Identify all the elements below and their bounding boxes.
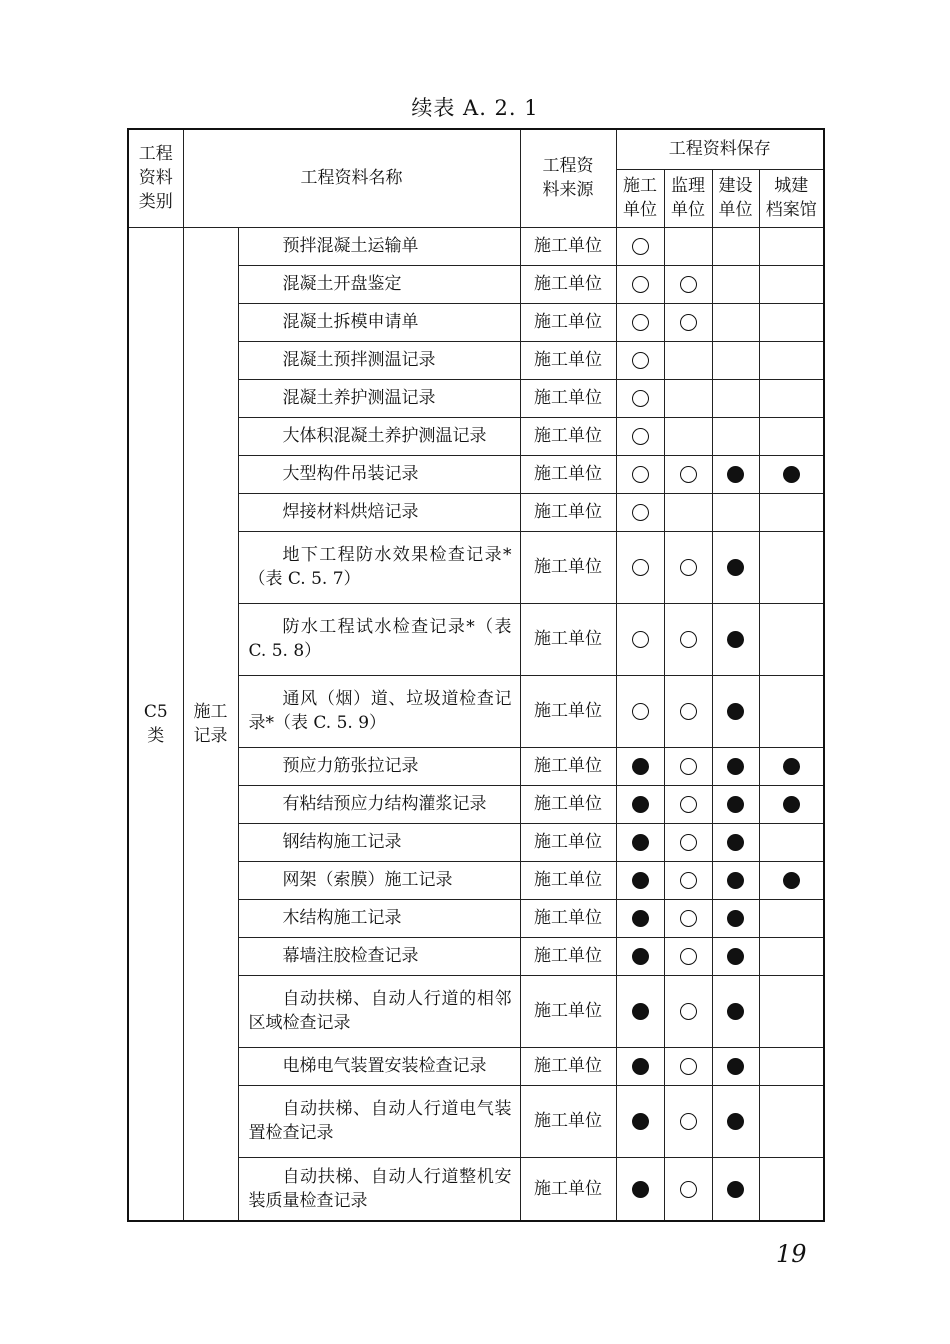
supervision-unit-mark-cell <box>664 531 712 603</box>
filled-circle-icon <box>727 1113 744 1130</box>
record-name-cell <box>238 823 520 861</box>
header-storage-col-line: 城建 <box>774 176 809 196</box>
header-storage-col-line: 建设 <box>718 176 753 196</box>
open-circle-icon <box>632 238 649 255</box>
owner-unit-mark-cell <box>712 265 759 303</box>
filled-circle-icon <box>727 796 744 813</box>
construction-unit-mark-cell <box>616 417 664 455</box>
supervision-unit-mark-cell <box>664 747 712 785</box>
filled-circle-icon <box>632 910 649 927</box>
supervision-unit-mark-cell <box>664 899 712 937</box>
header-source-line: 工程资 <box>542 156 594 177</box>
construction-unit-mark-cell <box>616 493 664 531</box>
category-cell <box>128 227 183 1221</box>
owner-unit-mark-cell <box>712 227 759 265</box>
filled-circle-icon <box>632 834 649 851</box>
construction-unit-mark-cell <box>616 227 664 265</box>
supervision-unit-mark-cell <box>664 1047 712 1085</box>
construction-unit-mark-cell <box>616 1085 664 1157</box>
record-name-cell <box>238 861 520 899</box>
record-name: 自动扶梯、自动人行道整机安装质量检查记录 <box>248 1166 512 1211</box>
owner-unit-mark-cell <box>712 341 759 379</box>
open-circle-icon <box>680 1181 697 1198</box>
header-storage-col-line: 施工 <box>623 176 657 196</box>
record-name: 预拌混凝土运输单 <box>282 236 419 256</box>
open-circle-icon <box>632 466 649 483</box>
open-circle-icon <box>680 1113 697 1130</box>
record-name: 自动扶梯、自动人行道电气装置检查记录 <box>248 1099 512 1143</box>
construction-unit-mark-cell <box>616 531 664 603</box>
construction-unit-mark-cell <box>616 675 664 747</box>
open-circle-icon <box>632 504 649 521</box>
filled-circle-icon <box>632 948 649 965</box>
table-row <box>128 227 824 265</box>
construction-unit-mark-cell <box>616 899 664 937</box>
supervision-unit-mark-cell <box>664 493 712 531</box>
open-circle-icon <box>632 428 649 445</box>
filled-circle-icon <box>727 703 744 720</box>
record-name: 混凝土开盘鉴定 <box>282 274 402 294</box>
filled-circle-icon <box>632 1058 649 1075</box>
record-source: 施工单位 <box>520 417 616 455</box>
filled-circle-icon <box>727 758 744 775</box>
supervision-unit-mark-cell <box>664 303 712 341</box>
owner-unit-mark-cell <box>712 1047 759 1085</box>
open-circle-icon <box>680 910 697 927</box>
owner-unit-mark-cell <box>712 937 759 975</box>
filled-circle-icon <box>783 466 800 483</box>
record-name-cell <box>238 1047 520 1085</box>
owner-unit-mark-cell <box>712 417 759 455</box>
open-circle-icon <box>680 796 697 813</box>
filled-circle-icon <box>727 1003 744 1020</box>
owner-unit-mark-cell <box>712 823 759 861</box>
construction-unit-mark-cell <box>616 603 664 675</box>
archive-mark-cell <box>759 1085 824 1157</box>
construction-unit-mark-cell <box>616 861 664 899</box>
open-circle-icon <box>680 631 697 648</box>
record-name: 预应力筋张拉记录 <box>282 756 419 776</box>
record-name: 自动扶梯、自动人行道的相邻区域检查记录 <box>248 989 512 1033</box>
supervision-unit-mark-cell <box>664 227 712 265</box>
archive-mark-cell <box>759 1047 824 1085</box>
owner-unit-mark-cell <box>712 675 759 747</box>
record-name-cell <box>238 899 520 937</box>
subcategory-line: 施工 <box>193 701 228 722</box>
record-name: 混凝土预拌测温记录 <box>282 350 436 370</box>
open-circle-icon <box>680 466 697 483</box>
header-category-line: 类别 <box>138 192 173 213</box>
table-title: 续表 A. 2. 1 <box>411 96 539 120</box>
filled-circle-icon <box>727 872 744 889</box>
record-source: 施工单位 <box>520 455 616 493</box>
supervision-unit-mark-cell <box>664 861 712 899</box>
header-storage: 工程资料保存 <box>616 129 824 169</box>
record-source: 施工单位 <box>520 861 616 899</box>
owner-unit-mark-cell <box>712 1157 759 1221</box>
record-source: 施工单位 <box>520 303 616 341</box>
filled-circle-icon <box>632 1181 649 1198</box>
filled-circle-icon <box>727 910 744 927</box>
record-source: 施工单位 <box>520 747 616 785</box>
header-storage-col <box>616 169 664 227</box>
open-circle-icon <box>632 352 649 369</box>
construction-unit-mark-cell <box>616 379 664 417</box>
open-circle-icon <box>680 948 697 965</box>
record-name: 焊接材料烘焙记录 <box>282 502 419 522</box>
record-name-cell <box>238 303 520 341</box>
header-storage-col <box>712 169 759 227</box>
archive-mark-cell <box>759 227 824 265</box>
filled-circle-icon <box>632 1113 649 1130</box>
filled-circle-icon <box>632 758 649 775</box>
header-storage-col <box>759 169 824 227</box>
record-name-cell <box>238 455 520 493</box>
filled-circle-icon <box>727 834 744 851</box>
construction-unit-mark-cell <box>616 455 664 493</box>
open-circle-icon <box>680 872 697 889</box>
record-name-cell <box>238 417 520 455</box>
record-name: 木结构施工记录 <box>282 908 402 928</box>
filled-circle-icon <box>727 631 744 648</box>
supervision-unit-mark-cell <box>664 455 712 493</box>
construction-unit-mark-cell <box>616 937 664 975</box>
record-name: 幕墙注胶检查记录 <box>282 946 419 966</box>
construction-unit-mark-cell <box>616 1157 664 1221</box>
archive-mark-cell <box>759 303 824 341</box>
header-storage-col-line: 单位 <box>718 200 753 220</box>
record-name-cell <box>238 603 520 675</box>
record-source: 施工单位 <box>520 823 616 861</box>
archive-mark-cell <box>759 341 824 379</box>
header-category-line: 工程 <box>138 144 173 165</box>
record-name-cell <box>238 493 520 531</box>
record-name: 有粘结预应力结构灌浆记录 <box>282 794 487 814</box>
supervision-unit-mark-cell <box>664 937 712 975</box>
owner-unit-mark-cell <box>712 1085 759 1157</box>
filled-circle-icon <box>783 758 800 775</box>
record-source: 施工单位 <box>520 341 616 379</box>
construction-unit-mark-cell <box>616 975 664 1047</box>
supervision-unit-mark-cell <box>664 1157 712 1221</box>
archive-mark-cell <box>759 937 824 975</box>
record-name-cell <box>238 379 520 417</box>
record-source: 施工单位 <box>520 975 616 1047</box>
record-source: 施工单位 <box>520 603 616 675</box>
archive-mark-cell <box>759 603 824 675</box>
construction-unit-mark-cell <box>616 785 664 823</box>
supervision-unit-mark-cell <box>664 675 712 747</box>
owner-unit-mark-cell <box>712 455 759 493</box>
supervision-unit-mark-cell <box>664 823 712 861</box>
subcategory-cell <box>183 227 238 1221</box>
record-source: 施工单位 <box>520 265 616 303</box>
filled-circle-icon <box>632 1003 649 1020</box>
owner-unit-mark-cell <box>712 603 759 675</box>
filled-circle-icon <box>632 796 649 813</box>
record-name: 大型构件吊装记录 <box>282 464 419 484</box>
owner-unit-mark-cell <box>712 531 759 603</box>
record-source: 施工单位 <box>520 379 616 417</box>
open-circle-icon <box>680 758 697 775</box>
records-table <box>127 128 825 1222</box>
open-circle-icon <box>632 314 649 331</box>
record-source: 施工单位 <box>520 493 616 531</box>
construction-unit-mark-cell <box>616 1047 664 1085</box>
record-name: 防水工程试水检查记录*（表 C. 5. 8） <box>248 617 512 661</box>
record-source: 施工单位 <box>520 1157 616 1221</box>
category-line: 类 <box>147 725 165 746</box>
supervision-unit-mark-cell <box>664 379 712 417</box>
archive-mark-cell <box>759 785 824 823</box>
supervision-unit-mark-cell <box>664 975 712 1047</box>
archive-mark-cell <box>759 379 824 417</box>
record-name: 混凝土养护测温记录 <box>282 388 436 408</box>
record-name-cell <box>238 675 520 747</box>
open-circle-icon <box>680 559 697 576</box>
owner-unit-mark-cell <box>712 303 759 341</box>
record-name-cell <box>238 531 520 603</box>
construction-unit-mark-cell <box>616 747 664 785</box>
open-circle-icon <box>632 631 649 648</box>
record-source: 施工单位 <box>520 785 616 823</box>
record-name: 电梯电气装置安装检查记录 <box>282 1056 487 1076</box>
header-name: 工程资料名称 <box>183 129 520 227</box>
record-name-cell <box>238 227 520 265</box>
construction-unit-mark-cell <box>616 823 664 861</box>
archive-mark-cell <box>759 675 824 747</box>
header-source-line: 料来源 <box>542 180 594 201</box>
open-circle-icon <box>680 834 697 851</box>
open-circle-icon <box>632 703 649 720</box>
owner-unit-mark-cell <box>712 379 759 417</box>
record-name: 网架（索膜）施工记录 <box>282 870 453 890</box>
record-name: 通风（烟）道、垃圾道检查记录*（表 C. 5. 9） <box>248 689 512 733</box>
filled-circle-icon <box>727 1181 744 1198</box>
record-source: 施工单位 <box>520 937 616 975</box>
header-storage-col-line: 监理 <box>671 176 705 196</box>
owner-unit-mark-cell <box>712 747 759 785</box>
filled-circle-icon <box>727 559 744 576</box>
construction-unit-mark-cell <box>616 341 664 379</box>
header-storage-col-line: 单位 <box>671 200 705 220</box>
record-source: 施工单位 <box>520 1047 616 1085</box>
record-source: 施工单位 <box>520 531 616 603</box>
owner-unit-mark-cell <box>712 975 759 1047</box>
open-circle-icon <box>680 276 697 293</box>
archive-mark-cell <box>759 747 824 785</box>
archive-mark-cell <box>759 975 824 1047</box>
archive-mark-cell <box>759 1157 824 1221</box>
record-name-cell <box>238 975 520 1047</box>
header-storage-col <box>664 169 712 227</box>
open-circle-icon <box>632 559 649 576</box>
filled-circle-icon <box>783 872 800 889</box>
archive-mark-cell <box>759 823 824 861</box>
supervision-unit-mark-cell <box>664 785 712 823</box>
open-circle-icon <box>680 314 697 331</box>
open-circle-icon <box>680 1058 697 1075</box>
header-category <box>128 129 183 227</box>
record-name: 地下工程防水效果检查记录*（表 C. 5. 7） <box>248 545 512 589</box>
archive-mark-cell <box>759 417 824 455</box>
construction-unit-mark-cell <box>616 303 664 341</box>
construction-unit-mark-cell <box>616 265 664 303</box>
supervision-unit-mark-cell <box>664 417 712 455</box>
filled-circle-icon <box>727 466 744 483</box>
subcategory-line: 记录 <box>193 725 228 746</box>
header-storage-col-line: 单位 <box>623 200 657 220</box>
archive-mark-cell <box>759 899 824 937</box>
filled-circle-icon <box>727 948 744 965</box>
record-name-cell <box>238 747 520 785</box>
record-name-cell <box>238 265 520 303</box>
open-circle-icon <box>632 390 649 407</box>
record-source: 施工单位 <box>520 1085 616 1157</box>
archive-mark-cell <box>759 265 824 303</box>
record-name: 混凝土拆模申请单 <box>282 312 419 332</box>
header-storage-col-line: 档案馆 <box>765 200 817 220</box>
record-source: 施工单位 <box>520 227 616 265</box>
record-source: 施工单位 <box>520 675 616 747</box>
record-name-cell <box>238 1157 520 1221</box>
header-source <box>520 129 616 227</box>
archive-mark-cell <box>759 531 824 603</box>
archive-mark-cell <box>759 493 824 531</box>
archive-mark-cell <box>759 861 824 899</box>
record-name-cell <box>238 1085 520 1157</box>
record-name: 大体积混凝土养护测温记录 <box>282 426 487 446</box>
supervision-unit-mark-cell <box>664 1085 712 1157</box>
open-circle-icon <box>680 703 697 720</box>
owner-unit-mark-cell <box>712 785 759 823</box>
page-number: 19 <box>776 1240 807 1268</box>
supervision-unit-mark-cell <box>664 603 712 675</box>
record-name-cell <box>238 341 520 379</box>
archive-mark-cell <box>759 455 824 493</box>
record-name: 钢结构施工记录 <box>282 832 402 852</box>
filled-circle-icon <box>727 1058 744 1075</box>
filled-circle-icon <box>783 796 800 813</box>
filled-circle-icon <box>632 872 649 889</box>
header-category-line: 资料 <box>138 168 173 189</box>
record-name-cell <box>238 785 520 823</box>
supervision-unit-mark-cell <box>664 341 712 379</box>
owner-unit-mark-cell <box>712 493 759 531</box>
open-circle-icon <box>632 276 649 293</box>
owner-unit-mark-cell <box>712 899 759 937</box>
open-circle-icon <box>680 1003 697 1020</box>
record-name-cell <box>238 937 520 975</box>
record-source: 施工单位 <box>520 899 616 937</box>
supervision-unit-mark-cell <box>664 265 712 303</box>
category-line: C5 <box>143 701 168 722</box>
owner-unit-mark-cell <box>712 861 759 899</box>
